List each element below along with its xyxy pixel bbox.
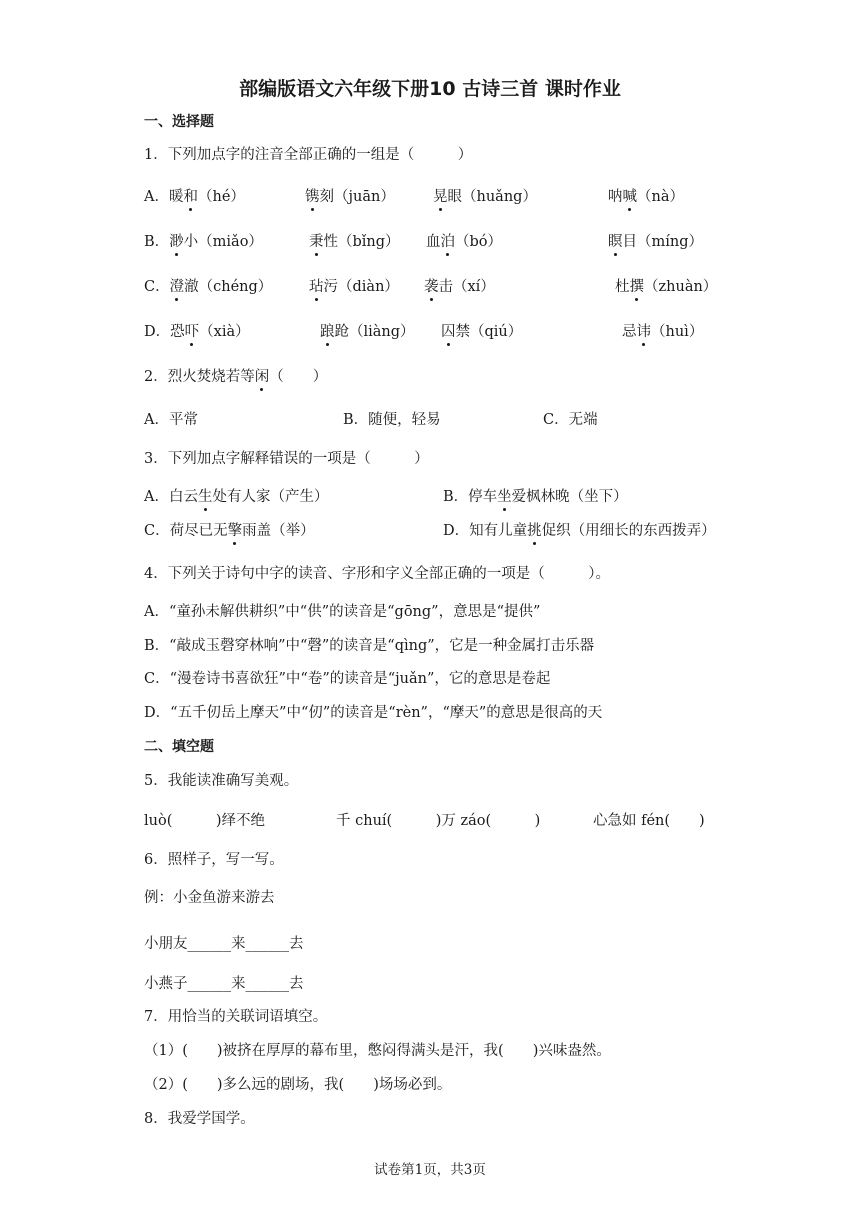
q1-option-a-3: 晃眼（huǎng） xyxy=(433,189,537,205)
q4-option-d: D．“五千仞岳上摩天”中“仞”的读音是“rèn”，“摩天”的意思是很高的天 xyxy=(144,705,603,721)
q2-option-c: C．无端 xyxy=(543,412,598,428)
q3-option-a: A．白云生处有人家（产生） xyxy=(144,489,329,505)
q4-stem: 4．下列关于诗句中字的读音、字形和字义全部正确的一项是（ ）。 xyxy=(144,566,610,582)
q8-stem: 8．我爱学国学。 xyxy=(144,1111,255,1127)
q6-example: 例：小金鱼游来游去 xyxy=(144,890,275,906)
q7-stem: 7．用恰当的关联词语填空。 xyxy=(144,1009,328,1025)
q7-item-1: （1）( )被挤在厚厚的幕布里，憋闷得满头是汗，我( )兴味盎然。 xyxy=(144,1043,611,1059)
q1-option-c-2: 玷污（diàn） xyxy=(309,279,399,295)
q1-option-d-2: 踉跄（liàng） xyxy=(320,324,415,340)
q1-option-d-3: 囚禁（qiú） xyxy=(441,324,523,340)
q1-option-a-4: 呐喊（nà） xyxy=(608,189,684,205)
q3-option-b: B．停车坐爱枫林晚（坐下） xyxy=(443,489,628,505)
q7-item-2: （2）( )多么远的剧场，我( )场场必到。 xyxy=(144,1077,452,1093)
q5-blank-a: luò( )绎不绝 xyxy=(144,813,266,829)
q1-option-d-1: D．恐吓（xià） xyxy=(144,324,250,340)
q1-option-b-4: 瞑目（míng） xyxy=(608,234,704,250)
q6-stem: 6．照样子，写一写。 xyxy=(144,852,284,868)
q5-blank-b: 千 chuí( )万 záo( ) xyxy=(336,813,541,829)
q1-stem: 1．下列加点字的注音全部正确的一组是（ ） xyxy=(144,147,473,163)
q1-option-b-1: B．渺小（miǎo） xyxy=(144,234,263,250)
q6-line-2: 小燕子______来______去 xyxy=(144,976,304,992)
q4-option-c: C．“漫卷诗书喜欲狂”中“卷”的读音是“juǎn”，它的意思是卷起 xyxy=(144,671,551,687)
q2-option-a: A．平常 xyxy=(144,412,198,428)
q2-option-b: B．随便，轻易 xyxy=(343,412,441,428)
section-choice: 一、选择题 xyxy=(144,114,214,130)
q6-line-1: 小朋友______来______去 xyxy=(144,936,304,952)
q2-stem: 2．烈火焚烧若等闲（ ） xyxy=(144,369,328,385)
q3-option-c: C．荷尽已无擎雨盖（举） xyxy=(144,523,315,539)
section-fill: 二、填空题 xyxy=(144,739,214,755)
q4-option-a: A．“童孙未解供耕织”中“供”的读音是“gōng”，意思是“提供” xyxy=(144,604,541,620)
q3-stem: 3．下列加点字解释错误的一项是（ ） xyxy=(144,451,429,467)
q1-option-b-2: 秉性（bǐng） xyxy=(309,234,400,250)
q1-option-b-3: 血泊（bó） xyxy=(426,234,503,250)
q5-blank-c: 心急如 fén( ) xyxy=(593,813,705,829)
q1-option-c-1: C．澄澈（chéng） xyxy=(144,279,273,295)
q5-stem: 5．我能读准确写美观。 xyxy=(144,773,299,789)
q1-option-a-1: A．暖和（hé） xyxy=(144,189,245,205)
q1-option-c-3: 袭击（xí） xyxy=(424,279,495,295)
q1-option-c-4: 杜撰（zhuàn） xyxy=(615,279,718,295)
q3-option-d: D．知有儿童挑促织（用细长的东西拨弄） xyxy=(443,523,716,539)
page-title: 部编版语文六年级下册10 古诗三首 课时作业 xyxy=(239,78,621,100)
q4-option-b: B．“敲成玉磬穿林响”中“磬”的读音是“qìng”，它是一种金属打击乐器 xyxy=(144,638,595,654)
q1-option-d-4: 忌讳（huì） xyxy=(622,324,704,340)
page-footer: 试卷第1页，共3页 xyxy=(374,1162,486,1178)
q1-option-a-2: 镌刻（juān） xyxy=(305,189,395,205)
